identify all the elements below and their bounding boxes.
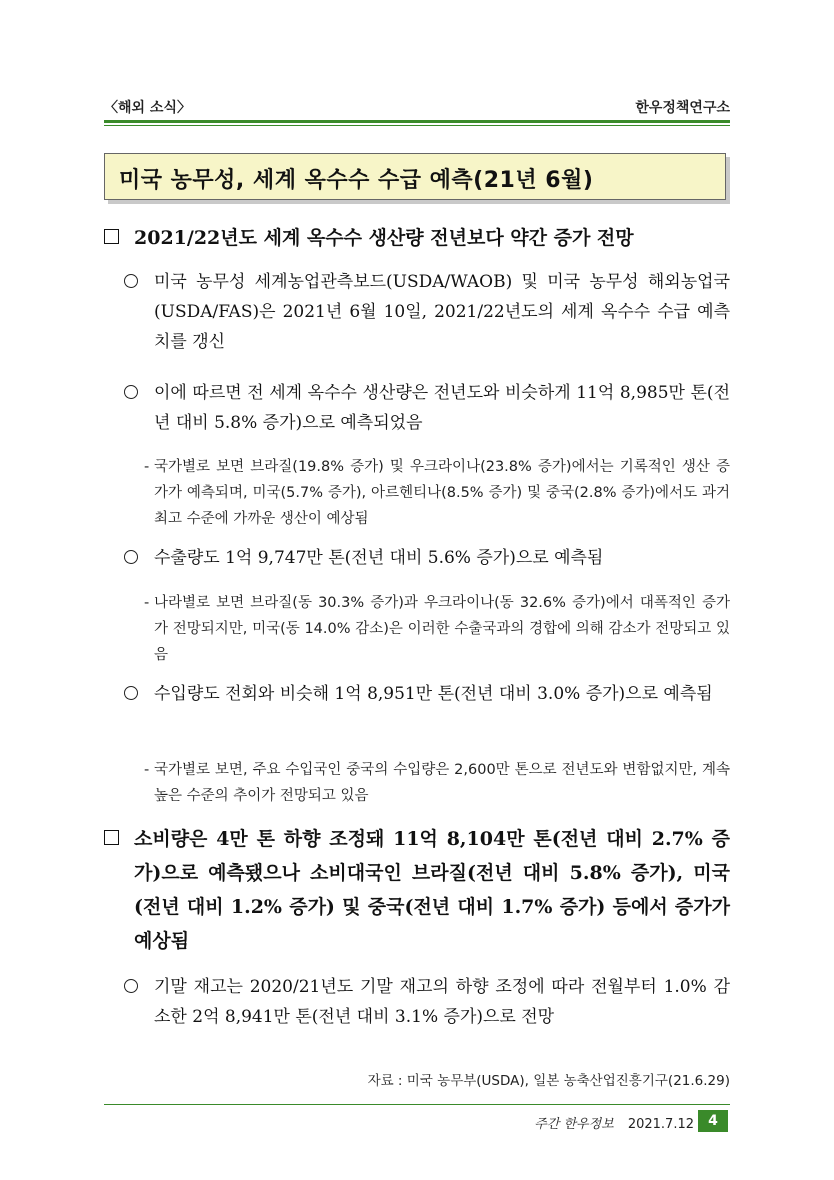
square-bullet-icon: [104, 229, 119, 244]
circle-item-text: 이에 따르면 전 세계 옥수수 생산량은 전년도와 비슷하게 11억 8,985만 톤(전년 대비 5.8% 증가)으로 예측되었음: [154, 383, 730, 433]
circle-bullet-icon: [124, 385, 138, 399]
source-note: 자료 : 미국 농무부(USDA), 일본 농축산업진흥기구(21.6.29): [367, 1073, 730, 1089]
square-bullet-icon: [104, 830, 119, 845]
circle-item: [124, 543, 730, 573]
dash-item-text: 국가별로 보면, 주요 수입국인 중국의 수입량은 2,600만 톤으로 전년도와 변함없지만, 계속 높은 수준의 추이가 전망되고 있음: [154, 762, 730, 804]
circle-item-text: 기말 재고는 2020/21년도 기말 재고의 하향 조정에 따라 전월부터 1.0% 감소한 2억 8,941만 톤(전년 대비 3.1% 증가)으로 전망: [154, 977, 730, 1027]
header-category: 〈해외 소식〉: [104, 100, 191, 116]
circle-bullet-icon: [124, 550, 138, 564]
circle-item-text: 미국 농무성 세계농업관측보드(USDA/WAOB) 및 미국 농무성 해외농업국(USDA/FAS)은 2021년 6월 10일, 2021/22년도의 세계 옥수수 수급 예측치를 갱신: [154, 272, 730, 352]
footer-rule: [104, 1104, 730, 1105]
dash-item-text: 나라별로 보면 브라질(동 30.3% 증가)과 우크라이나(동 32.6% 증가)에서 대폭적인 증가가 전망되지만, 미국(동 14.0% 감소)은 이러한 수출국과의 경합에 의해 감소가 전망되고 있음: [154, 595, 730, 663]
section-heading: [104, 221, 730, 255]
page-number: 4: [698, 1110, 728, 1132]
publication-date: 2021.7.12: [627, 1117, 694, 1132]
publication-name: 주간 한우정보: [534, 1117, 614, 1132]
circle-item: [124, 378, 730, 438]
dash-item-text: 국가별로 보면 브라질(19.8% 증가) 및 우크라이나(23.8% 증가)에서는 기록적인 생산 증가가 예측되며, 미국(5.7% 증가), 아르헨티나(8.5% 증가) 및 중국(2.8% 증가)에서도 과거 최고 수준에 가까운 생산이 예상됨: [154, 459, 730, 527]
header-rule-thin: [104, 125, 730, 126]
dash-item: [144, 454, 730, 532]
dash-bullet: -: [144, 595, 150, 611]
circle-item: [124, 972, 730, 1032]
section-text: 2021/22년도 세계 옥수수 생산량 전년보다 약간 증가 전망: [134, 227, 634, 249]
circle-item-text: 수출량도 1억 9,747만 톤(전년 대비 5.6% 증가)으로 예측됨: [154, 548, 604, 568]
circle-item-text: 수입량도 전회와 비슷해 1억 8,951만 톤(전년 대비 3.0% 증가)으로 예측됨: [154, 684, 713, 704]
header-organization: 한우정책연구소: [635, 100, 730, 116]
header-rule: [104, 120, 730, 123]
dash-bullet: -: [144, 762, 150, 778]
dash-bullet: -: [144, 459, 150, 475]
article-title: 미국 농무성, 세계 옥수수 수급 예측(21년 6월): [119, 168, 594, 193]
dash-item: [144, 590, 730, 668]
section-heading: [104, 822, 730, 958]
dash-item: [144, 757, 730, 809]
circle-bullet-icon: [124, 686, 138, 700]
title-box: [104, 153, 726, 200]
circle-item: [124, 679, 730, 709]
section-text: 소비량은 4만 톤 하향 조정돼 11억 8,104만 톤(전년 대비 2.7% 증가)으로 예측됐으나 소비대국인 브라질(전년 대비 5.8% 증가), 미국(전년 대비 1.2% 증가) 및 중국(전년 대비 1.7% 증가) 등에서 증가가 예상됨: [134, 828, 730, 952]
circle-item: [124, 267, 730, 357]
circle-bullet-icon: [124, 979, 138, 993]
circle-bullet-icon: [124, 274, 138, 288]
footer-info: [534, 1113, 694, 1132]
